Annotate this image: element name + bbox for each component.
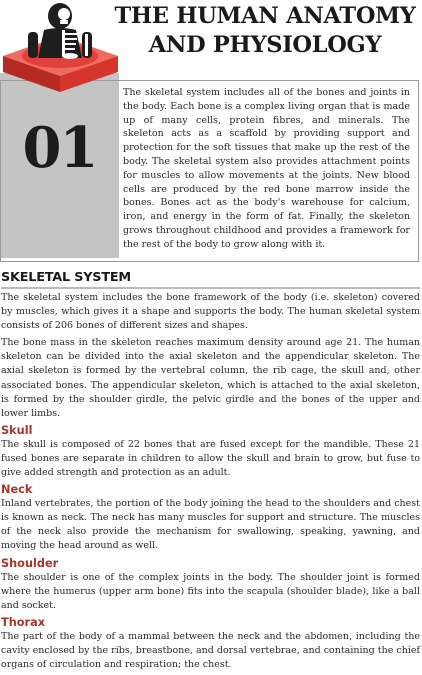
intro-text: The skeletal system includes all of the bones and joints in the body. Each bone is a complex living organ that is made up of many cells, protein fibres, and minerals. The skeleton acts as a scaffold by providing support and protection for the soft tissues that make up the rest of the body. The skeletal system also provides attachment points for muscles to allow movements at the joints. New blood cells are produced by the red bone marrow inside the bones. Bones act as the body's warehouse for calcium, iron, and energy in the form of fat. Finally, the skeleton grows throughout childhood and provides a framework for the rest of the body to grow along with it. xyxy=(123,87,410,250)
subheading-thorax: Thorax xyxy=(1,615,45,629)
paragraph-skull: The skull is composed of 22 bones that are fused except for the mandible. These 21 fused bones are separate in children to allow the skull and brain to grow, but fuse to give added strength and protection as an adult. xyxy=(1,438,420,479)
paragraph: The bone mass in the skeleton reaches maximum density around age 21. The human skeleton can be divided into the axial skeleton and the appendicular skeleton. The axial skeleton is formed by the vertebral column, the rib cage, the skull and, other associated bones. The appendicular skeleton, which is attached to the axial skeleton, is formed by the shoulder girdle, the pelvic girdle and the bones of the upper and lower limbs. xyxy=(1,337,420,419)
paragraph: The skeletal system includes the bone framework of the body (i.e. skeleton) covered by muscles, which gives it a shape and supports the body. The human skeletal system consists of 206 bones of different sizes and shapes. xyxy=(1,292,420,332)
paragraph-shoulder: The shoulder is one of the complex joints in the body. The shoulder joint is formed where the humerus (upper arm bone) fits into the scapula (shoulder blade), like a ball and socket. xyxy=(1,571,420,611)
subheading-shoulder: Shoulder xyxy=(1,556,59,570)
subheading-neck: Neck xyxy=(1,483,33,497)
chapter-number: 01 xyxy=(22,115,97,181)
page-title xyxy=(112,2,418,60)
subheading-skull: Skull xyxy=(1,423,33,437)
paragraph-thorax: The part of the body of a mammal between the neck and the abdomen, including the cavity enclosed by the ribs, breastbone, and dorsal vertebrae, and containing the chief organs of circulation and respiration; the chest. xyxy=(1,630,420,670)
title-line-2: AND PHYSIOLOGY xyxy=(148,32,382,58)
anatomy-figure-icon xyxy=(0,0,130,125)
title-line-1: THE HUMAN ANATOMY xyxy=(114,3,416,29)
paragraph-neck: Inland vertebrates, the portion of the body joining the head to the shoulders and chest is known as neck. The neck has many muscles for support and structure. The muscles of the neck also provide the mechanism for swallowing, speaking, yawning, and moving the head around as well. xyxy=(1,498,420,552)
section-heading: SKELETAL SYSTEM xyxy=(1,270,420,289)
section-body xyxy=(1,291,420,675)
